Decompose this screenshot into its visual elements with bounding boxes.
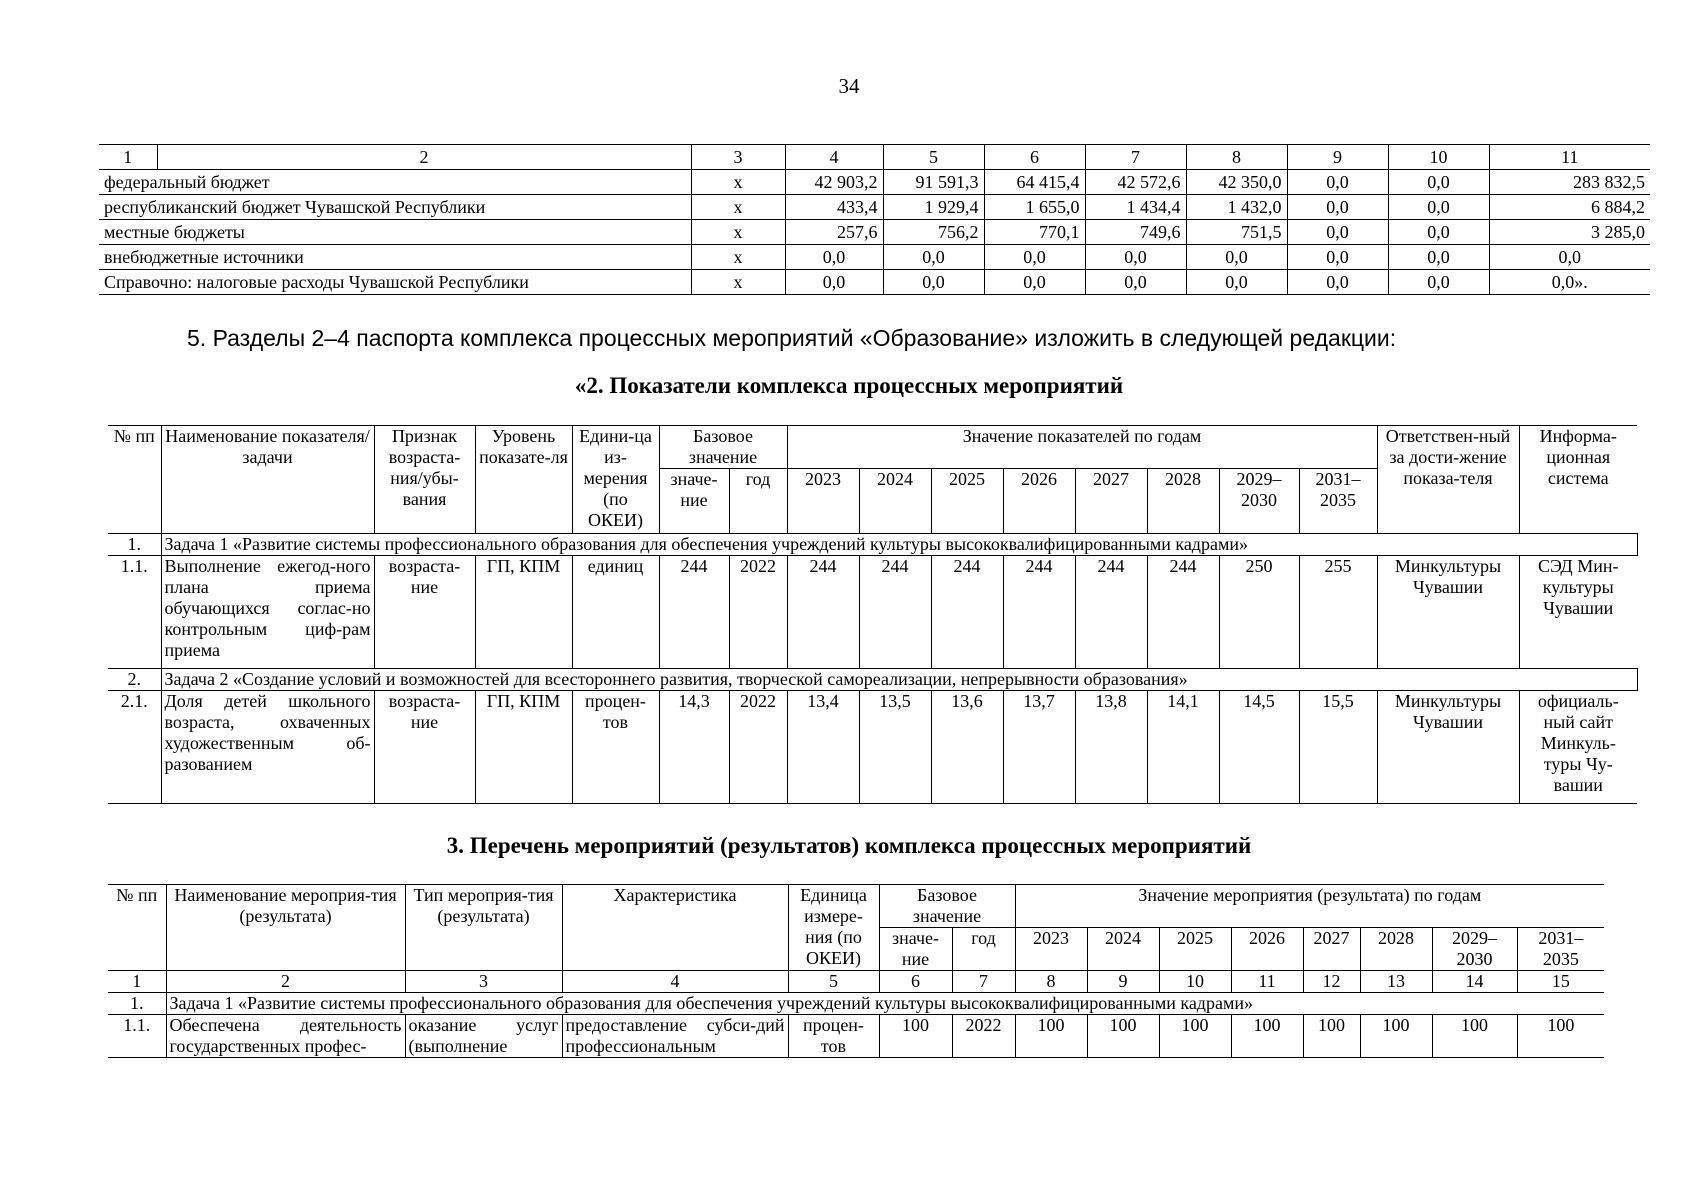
measure-value: 100 — [1517, 1015, 1604, 1058]
column-number: 5 — [788, 971, 879, 993]
budget-value: 0,0 — [1388, 170, 1489, 195]
budget-row-label: местные бюджеты — [99, 220, 691, 245]
header-base-value: значе-ние — [659, 469, 729, 534]
budget-value: 0,0 — [1287, 170, 1388, 195]
page-number: 34 — [838, 74, 860, 98]
measures-header-row — [108, 885, 1604, 928]
indicator-value: 15,5 — [1299, 691, 1377, 804]
indicator-name: Выполнение ежегод-ного плана приема обучающихся соглас-но контрольным циф-рам приема — [161, 556, 374, 669]
measure-unit: процен-тов — [788, 1015, 879, 1058]
header-year: 2024 — [859, 469, 931, 534]
task-row — [108, 669, 1637, 691]
indicators-table — [108, 425, 1638, 804]
measure-value: 100 — [1303, 1015, 1360, 1058]
header-cell: 8 — [1186, 145, 1287, 170]
budget-value: 0,0 — [883, 245, 984, 270]
indicator-unit: процен-тов — [572, 691, 659, 804]
header-unit: Едини-ца из-мерения (по ОКЕИ) — [572, 426, 659, 534]
budget-row-code: х — [691, 270, 785, 295]
budget-row — [99, 270, 1650, 295]
header-type: Тип мероприя-тия (результата) — [405, 885, 562, 971]
column-number: 15 — [1517, 971, 1604, 993]
task-num: 2. — [108, 669, 161, 691]
budget-value: 0,0 — [785, 270, 883, 295]
header-cell: 4 — [785, 145, 883, 170]
task-num: 1. — [108, 534, 161, 556]
indicator-value: 14,5 — [1219, 691, 1299, 804]
task-num: 1. — [108, 993, 166, 1015]
budget-value: 0,0 — [984, 270, 1085, 295]
budget-value: 91 591,3 — [883, 170, 984, 195]
budget-value: 6 884,2 — [1489, 195, 1650, 220]
indicator-num: 1.1. — [108, 556, 161, 669]
task-text: Задача 1 «Развитие системы профессионального образования для обеспечения учреждений культуры высококвалифицированными кадрами» — [161, 534, 1637, 556]
budget-value: 751,5 — [1186, 220, 1287, 245]
task-text: Задача 2 «Создание условий и возможностей для всестороннего развития, творческой самореализации, непрерывности образования» — [161, 669, 1637, 691]
measure-value: 100 — [1159, 1015, 1231, 1058]
budget-row-code: х — [691, 195, 785, 220]
budget-value: 0,0 — [1287, 245, 1388, 270]
budget-value: 0,0 — [1388, 270, 1489, 295]
indicator-info-system: официаль-ный сайт Минкуль-туры Чу-вашии — [1519, 691, 1637, 804]
indicator-responsible: Минкультуры Чувашии — [1377, 691, 1519, 804]
indicator-sign: возраста-ние — [374, 556, 475, 669]
budget-row-code: х — [691, 170, 785, 195]
measure-value: 100 — [1432, 1015, 1517, 1058]
header-year: 2028 — [1360, 928, 1432, 971]
budget-value: 1 655,0 — [984, 195, 1085, 220]
indicator-level: ГП, КПМ — [475, 691, 572, 804]
column-number: 13 — [1360, 971, 1432, 993]
header-base-year: год — [952, 928, 1015, 971]
budget-value: 0,0 — [1388, 245, 1489, 270]
header-base: Базовое значение — [659, 426, 787, 469]
indicator-value: 244 — [931, 556, 1003, 669]
budget-row — [99, 170, 1650, 195]
budget-value: 0,0 — [1489, 245, 1650, 270]
budget-value: 0,0 — [1388, 220, 1489, 245]
budget-row-label: федеральный бюджет — [99, 170, 691, 195]
header-unit: Единица измере-ния (по ОКЕИ) — [788, 885, 879, 971]
indicator-base-value: 14,3 — [659, 691, 729, 804]
header-sign: Признак возраста-ния/убы-вания — [374, 426, 475, 534]
header-year: 2023 — [1015, 928, 1087, 971]
header-year: 2029–2030 — [1219, 469, 1299, 534]
header-year: 2027 — [1303, 928, 1360, 971]
indicator-sign: возраста-ние — [374, 691, 475, 804]
header-level: Уровень показате-ля — [475, 426, 572, 534]
budget-value: 433,4 — [785, 195, 883, 220]
header-year: 2026 — [1231, 928, 1303, 971]
budget-table — [99, 144, 1650, 295]
indicator-value: 13,5 — [859, 691, 931, 804]
measure-row — [108, 1015, 1604, 1058]
indicator-info-system: СЭД Мин-культуры Чувашии — [1519, 556, 1637, 669]
budget-value: 0,0 — [785, 245, 883, 270]
indicator-value: 14,1 — [1147, 691, 1219, 804]
budget-value: 756,2 — [883, 220, 984, 245]
header-year: 2027 — [1075, 469, 1147, 534]
indicator-value: 244 — [1147, 556, 1219, 669]
header-cell: 6 — [984, 145, 1085, 170]
budget-value: 0,0 — [1287, 220, 1388, 245]
budget-value: 0,0 — [883, 270, 984, 295]
header-year: 2031–2035 — [1299, 469, 1377, 534]
header-cell: 11 — [1489, 145, 1650, 170]
measures-table — [108, 884, 1604, 1058]
header-cell: 1 — [99, 145, 157, 170]
budget-row-label: республиканский бюджет Чувашской Республики — [99, 195, 691, 220]
indicator-base-year: 2022 — [729, 691, 787, 804]
header-year: 2025 — [931, 469, 1003, 534]
budget-row — [99, 245, 1650, 270]
indicator-level: ГП, КПМ — [475, 556, 572, 669]
column-number: 2 — [166, 971, 405, 993]
intro-paragraph: 5. Разделы 2–4 паспорта комплекса процессных мероприятий «Образование» изложить в следующей редакции: — [187, 325, 1397, 351]
budget-value: 0,0 — [1287, 270, 1388, 295]
budget-value: 0,0 — [984, 245, 1085, 270]
budget-value: 42 350,0 — [1186, 170, 1287, 195]
indicator-value: 13,8 — [1075, 691, 1147, 804]
indicator-row — [108, 691, 1637, 804]
measure-base-value: 100 — [879, 1015, 952, 1058]
measure-value: 100 — [1015, 1015, 1087, 1058]
budget-value: 42 903,2 — [785, 170, 883, 195]
indicator-value: 255 — [1299, 556, 1377, 669]
header-base-value: значе-ние — [879, 928, 952, 971]
header-name: Наименование показателя/задачи — [161, 426, 374, 534]
column-number: 7 — [952, 971, 1015, 993]
header-num: № пп — [108, 885, 166, 971]
header-year: 2029–2030 — [1432, 928, 1517, 971]
column-number: 11 — [1231, 971, 1303, 993]
header-cell: 7 — [1085, 145, 1186, 170]
indicator-name: Доля детей школьного возраста, охваченных художественным об-разованием — [161, 691, 374, 804]
budget-value: 0,0 — [1186, 245, 1287, 270]
indicator-value: 13,4 — [787, 691, 859, 804]
header-base-year: год — [729, 469, 787, 534]
budget-value: 749,6 — [1085, 220, 1186, 245]
measure-base-year: 2022 — [952, 1015, 1015, 1058]
column-number: 8 — [1015, 971, 1087, 993]
indicator-value: 13,6 — [931, 691, 1003, 804]
measure-value: 100 — [1360, 1015, 1432, 1058]
budget-value: 1 434,4 — [1085, 195, 1186, 220]
budget-value: 257,6 — [785, 220, 883, 245]
header-values-by-year: Значение показателей по годам — [787, 426, 1377, 469]
column-number: 9 — [1087, 971, 1159, 993]
indicator-value: 244 — [1075, 556, 1147, 669]
column-number: 10 — [1159, 971, 1231, 993]
indicator-unit: единиц — [572, 556, 659, 669]
column-number: 1 — [108, 971, 166, 993]
budget-value: 0,0 — [1085, 270, 1186, 295]
header-year: 2026 — [1003, 469, 1075, 534]
indicator-row — [108, 556, 1637, 669]
budget-value: 0,0 — [1287, 195, 1388, 220]
column-number: 12 — [1303, 971, 1360, 993]
budget-value: 3 285,0 — [1489, 220, 1650, 245]
indicator-num: 2.1. — [108, 691, 161, 804]
indicator-value: 244 — [859, 556, 931, 669]
indicator-base-value: 244 — [659, 556, 729, 669]
header-characteristic: Характеристика — [562, 885, 788, 971]
indicator-base-year: 2022 — [729, 556, 787, 669]
measure-characteristic: предоставление субси-дий профессиональным — [562, 1015, 788, 1058]
budget-row-label: внебюджетные источники — [99, 245, 691, 270]
task-row — [108, 534, 1637, 556]
header-year: 2023 — [787, 469, 859, 534]
column-number: 3 — [405, 971, 562, 993]
budget-value: 770,1 — [984, 220, 1085, 245]
indicator-value: 244 — [787, 556, 859, 669]
column-numbers-row — [108, 971, 1604, 993]
header-year: 2025 — [1159, 928, 1231, 971]
header-cell: 3 — [691, 145, 785, 170]
budget-value: 42 572,6 — [1085, 170, 1186, 195]
budget-row — [99, 220, 1650, 245]
header-year: 2024 — [1087, 928, 1159, 971]
header-cell: 10 — [1388, 145, 1489, 170]
budget-value: 0,0 — [1186, 270, 1287, 295]
header-name: Наименование мероприя-тия (результата) — [166, 885, 405, 971]
measure-name: Обеспечена деятельность государственных профес- — [166, 1015, 405, 1058]
indicators-header-row — [108, 426, 1637, 469]
budget-row-label: Справочно: налоговые расходы Чувашской Республики — [99, 270, 691, 295]
budget-value: 283 832,5 — [1489, 170, 1650, 195]
indicator-value: 244 — [1003, 556, 1075, 669]
header-base: Базовое значение — [879, 885, 1015, 928]
budget-value: 0,0 — [1388, 195, 1489, 220]
task-text: Задача 1 «Развитие системы профессионального образования для обеспечения учреждений культуры высококвалифицированными кадрами» — [166, 993, 1604, 1015]
section2-heading: «2. Показатели комплекса процессных мероприятий — [574, 373, 1124, 398]
budget-row — [99, 195, 1650, 220]
header-cell: 2 — [157, 145, 691, 170]
header-responsible: Ответствен-ный за дости-жение показа-теля — [1377, 426, 1519, 534]
measure-type: оказание услуг (выполнение — [405, 1015, 562, 1058]
measure-value: 100 — [1231, 1015, 1303, 1058]
budget-value: 64 415,4 — [984, 170, 1085, 195]
budget-row-code: х — [691, 245, 785, 270]
budget-value: 1 432,0 — [1186, 195, 1287, 220]
header-year: 2031–2035 — [1517, 928, 1604, 971]
header-year: 2028 — [1147, 469, 1219, 534]
header-values-by-year: Значение мероприятия (результата) по годам — [1015, 885, 1604, 928]
header-num: № пп — [108, 426, 161, 534]
column-number: 4 — [562, 971, 788, 993]
indicator-responsible: Минкультуры Чувашии — [1377, 556, 1519, 669]
budget-value: 0,0 — [1085, 245, 1186, 270]
measure-value: 100 — [1087, 1015, 1159, 1058]
column-number: 14 — [1432, 971, 1517, 993]
budget-value: 0,0». — [1489, 270, 1650, 295]
header-cell: 9 — [1287, 145, 1388, 170]
measure-num: 1.1. — [108, 1015, 166, 1058]
indicator-value: 250 — [1219, 556, 1299, 669]
column-number: 6 — [879, 971, 952, 993]
header-info-system: Информа-ционная система — [1519, 426, 1637, 534]
header-cell: 5 — [883, 145, 984, 170]
budget-row-code: х — [691, 220, 785, 245]
budget-header-row — [99, 145, 1650, 170]
budget-value: 1 929,4 — [883, 195, 984, 220]
section3-heading: 3. Перечень мероприятий (результатов) комплекса процессных мероприятий — [446, 833, 1252, 858]
task-row — [108, 993, 1604, 1015]
indicator-value: 13,7 — [1003, 691, 1075, 804]
